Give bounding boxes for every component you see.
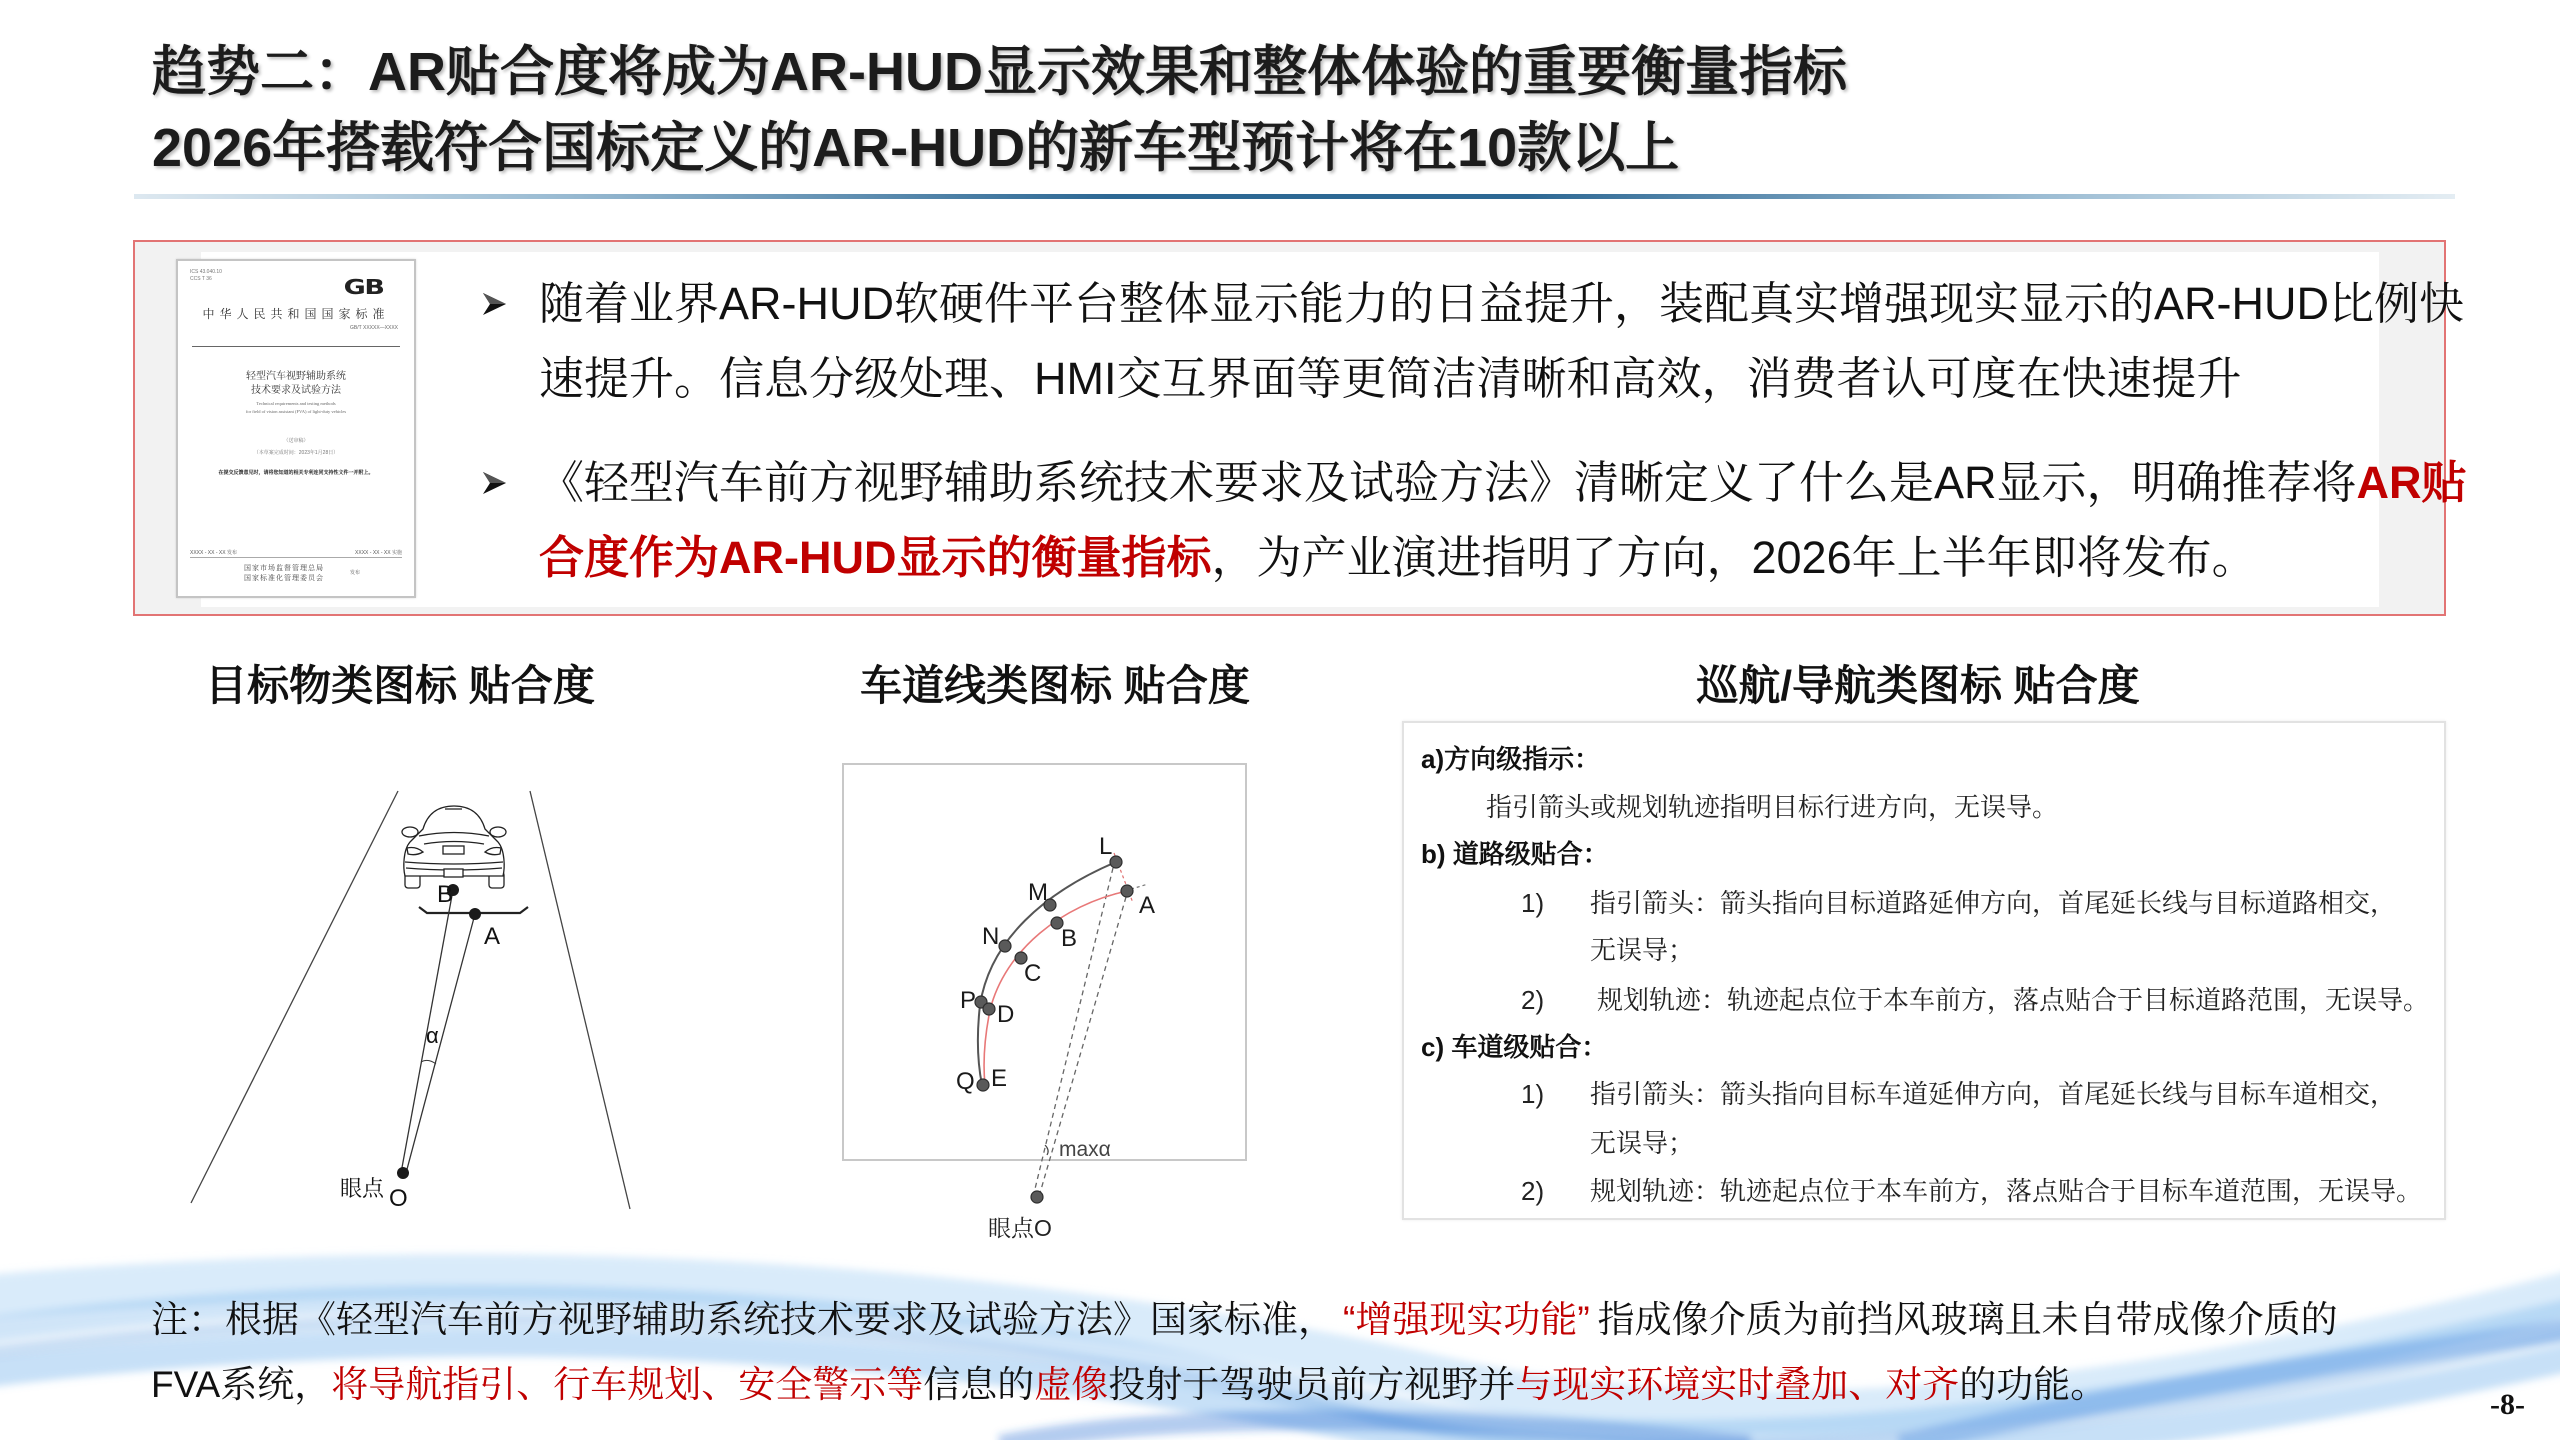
label-d: D bbox=[997, 1001, 1015, 1028]
cover-draft-date: （本草案完成时间：2023年1月28日） bbox=[253, 450, 339, 456]
max-angle-arc bbox=[1045, 1145, 1048, 1155]
label-c: C bbox=[1024, 960, 1042, 987]
label-a: A bbox=[1139, 892, 1156, 919]
cover-title-cn-2: 技术要求及试验方法 bbox=[251, 385, 341, 396]
arrowhead-bullet-icon bbox=[480, 290, 508, 318]
bullet-text: 随着业界AR-HUD软硬件平台整体显示能力的日益提升，装配真实增强现实显示的AR-HUD比例快 bbox=[539, 278, 2464, 329]
cover-title-cn-1: 轻型汽车视野辅助系统 bbox=[246, 371, 346, 382]
section-title-target: 目标物类图标 贴合度 bbox=[205, 662, 595, 709]
cover-issuer-1: 国家市场监督管理总局 bbox=[244, 564, 324, 572]
level-b-item-1-text: 指引箭头：箭头指向目标道路延伸方向，首尾延长线与目标道路相交， bbox=[1590, 888, 2397, 918]
lane-fit-diagram bbox=[830, 760, 1260, 1250]
level-b-heading: b) 道路级贴合： bbox=[1421, 839, 1609, 869]
note-text: 投射于驾驶员前方视野并 bbox=[1108, 1364, 1516, 1405]
cover-title-en-2: for field of vision assistant (FVA) of light-duty vehicles bbox=[245, 409, 347, 414]
level-c-item-1-cont: 无误导； bbox=[1590, 1128, 1695, 1158]
title-line-1: 趋势二：AR贴合度将成为AR-HUD显示效果和整体体验的重要衡量指标 bbox=[152, 42, 1847, 102]
label-m: M bbox=[1028, 879, 1048, 906]
level-a-heading: a)方向级指示： bbox=[1421, 744, 1601, 774]
bullet-2-line-2 bbox=[539, 520, 2257, 595]
label-e: E bbox=[991, 1065, 1008, 1092]
label-n: N bbox=[982, 923, 1000, 950]
cover-impl-date: XXXX - XX - XX 实施 bbox=[355, 550, 402, 556]
label-eye-o: 眼点O bbox=[988, 1215, 1052, 1241]
bullet-emphasis: AR贴 bbox=[2356, 457, 2467, 508]
label-l: L bbox=[1099, 833, 1113, 860]
eye-point bbox=[397, 1167, 409, 1179]
note-highlight: “增强现实功能” bbox=[1343, 1299, 1590, 1340]
bullet-2-line-1 bbox=[539, 445, 2467, 520]
arrowhead-bullet-icon bbox=[480, 469, 508, 497]
level-b-item-1-cont: 无误导； bbox=[1590, 935, 1695, 965]
level-a-text: 指引箭头或规划轨迹指明目标行进方向，无误导。 bbox=[1486, 792, 2059, 822]
level-c-item-2-text: 规划轨迹：轨迹起点位于本车前方，落点贴合于目标车道范围，无误导。 bbox=[1590, 1176, 2423, 1206]
cover-rule bbox=[192, 346, 400, 347]
note-text: 的功能。 bbox=[1959, 1364, 2108, 1405]
bullet-text: 《轻型汽车前方视野辅助系统技术要求及试验方法》清晰定义了什么是AR显示，明确推荐将 bbox=[539, 457, 2357, 508]
label-o: O bbox=[389, 1185, 408, 1212]
note-text: 信息的 bbox=[923, 1364, 1035, 1405]
page-title bbox=[152, 34, 1847, 186]
level-b-item-2-text: 规划轨迹：轨迹起点位于本车前方，落点贴合于目标道路范围，无误导。 bbox=[1597, 985, 2430, 1015]
navigation-fit-panel bbox=[1402, 721, 2446, 1220]
car-icon bbox=[402, 806, 506, 888]
cover-issuer-suffix: 发布 bbox=[350, 570, 361, 576]
section-title-navigation: 巡航/导航类图标 贴合度 bbox=[1696, 662, 2140, 709]
gb-logo-icon: GB bbox=[343, 275, 384, 299]
cover-rule-bottom bbox=[190, 557, 402, 558]
level-c-item-2-num: 2) bbox=[1521, 1176, 1545, 1206]
point-a bbox=[469, 908, 481, 920]
level-c-item-1-text: 指引箭头：箭头指向目标车道延伸方向，首尾延长线与目标车道相交， bbox=[1590, 1079, 2397, 1109]
level-c-item-1-num: 1) bbox=[1521, 1079, 1545, 1109]
label-alpha: α bbox=[426, 1023, 439, 1048]
cover-code: GB/T XXXXX—XXXX bbox=[350, 325, 398, 331]
cover-ccs: CCS T 36 bbox=[190, 276, 212, 282]
bullet-1-line-1 bbox=[539, 266, 2464, 341]
label-q: Q bbox=[956, 1068, 975, 1095]
level-b-item-2-num: 2) bbox=[1521, 985, 1545, 1015]
title-line-2: 2026年搭载符合国标定义的AR-HUD的新车型预计将在10款以上 bbox=[152, 118, 1680, 178]
bullet-text: 速提升。信息分级处理、HMI交互界面等更简洁清晰和高效，消费者认可度在快速提升 bbox=[539, 353, 2242, 404]
cover-title-en-1: Technical requirements and testing methods bbox=[256, 401, 336, 406]
note-text: 注：根据《轻型汽车前方视野辅助系统技术要求及试验方法》国家标准， bbox=[151, 1299, 1335, 1340]
standard-cover-image bbox=[176, 259, 416, 598]
section-title-lane: 车道线类图标 贴合度 bbox=[860, 662, 1250, 709]
cover-issue-date: XXXX - XX - XX 发布 bbox=[190, 550, 237, 556]
note-text: FVA系统， bbox=[151, 1364, 332, 1405]
bullet-text: ，为产业演进指明了方向，2026年上半年即将发布。 bbox=[1211, 532, 2257, 583]
footnote-line-2 bbox=[151, 1355, 2107, 1415]
diagram-frame bbox=[843, 764, 1246, 1160]
label-b: B bbox=[1061, 925, 1078, 952]
cover-issuer-2: 国家标准化管理委员会 bbox=[244, 574, 324, 582]
level-c-heading: c) 车道级贴合： bbox=[1421, 1032, 1608, 1062]
angle-arc bbox=[421, 1060, 436, 1064]
label-a: A bbox=[484, 923, 501, 950]
note-text: 指成像介质为前挡风玻璃且未自带成像介质的 bbox=[1597, 1299, 2338, 1340]
note-highlight: 将导航指引、行车规划、安全警示等 bbox=[331, 1364, 924, 1405]
level-b-item-1-num: 1) bbox=[1521, 888, 1545, 918]
bullet-emphasis: 合度作为AR-HUD显示的衡量指标 bbox=[539, 532, 1212, 583]
note-highlight: 虚像 bbox=[1034, 1364, 1109, 1405]
cover-notice: 在提交反馈意见时，请将您知道的相关专利连同支持性文件一并附上。 bbox=[218, 470, 374, 476]
note-highlight: 与现实环境实时叠加、对齐 bbox=[1515, 1364, 1960, 1405]
cover-draft: （送审稿） bbox=[283, 438, 309, 444]
bullet-1-line-2 bbox=[539, 341, 2242, 416]
label-b: B bbox=[437, 881, 454, 908]
cover-org: 中华人民共和国国家标准 bbox=[202, 307, 390, 321]
label-max-alpha: maxα bbox=[1059, 1138, 1111, 1161]
title-divider bbox=[134, 194, 2455, 199]
cover-ics: ICS 43.040.10 bbox=[190, 269, 222, 275]
label-eye: 眼点 bbox=[340, 1176, 385, 1201]
target-fit-diagram bbox=[180, 780, 650, 1220]
footnote-line-1 bbox=[151, 1290, 2338, 1350]
label-p: P bbox=[960, 987, 977, 1014]
page-number: -8- bbox=[2490, 1388, 2525, 1421]
